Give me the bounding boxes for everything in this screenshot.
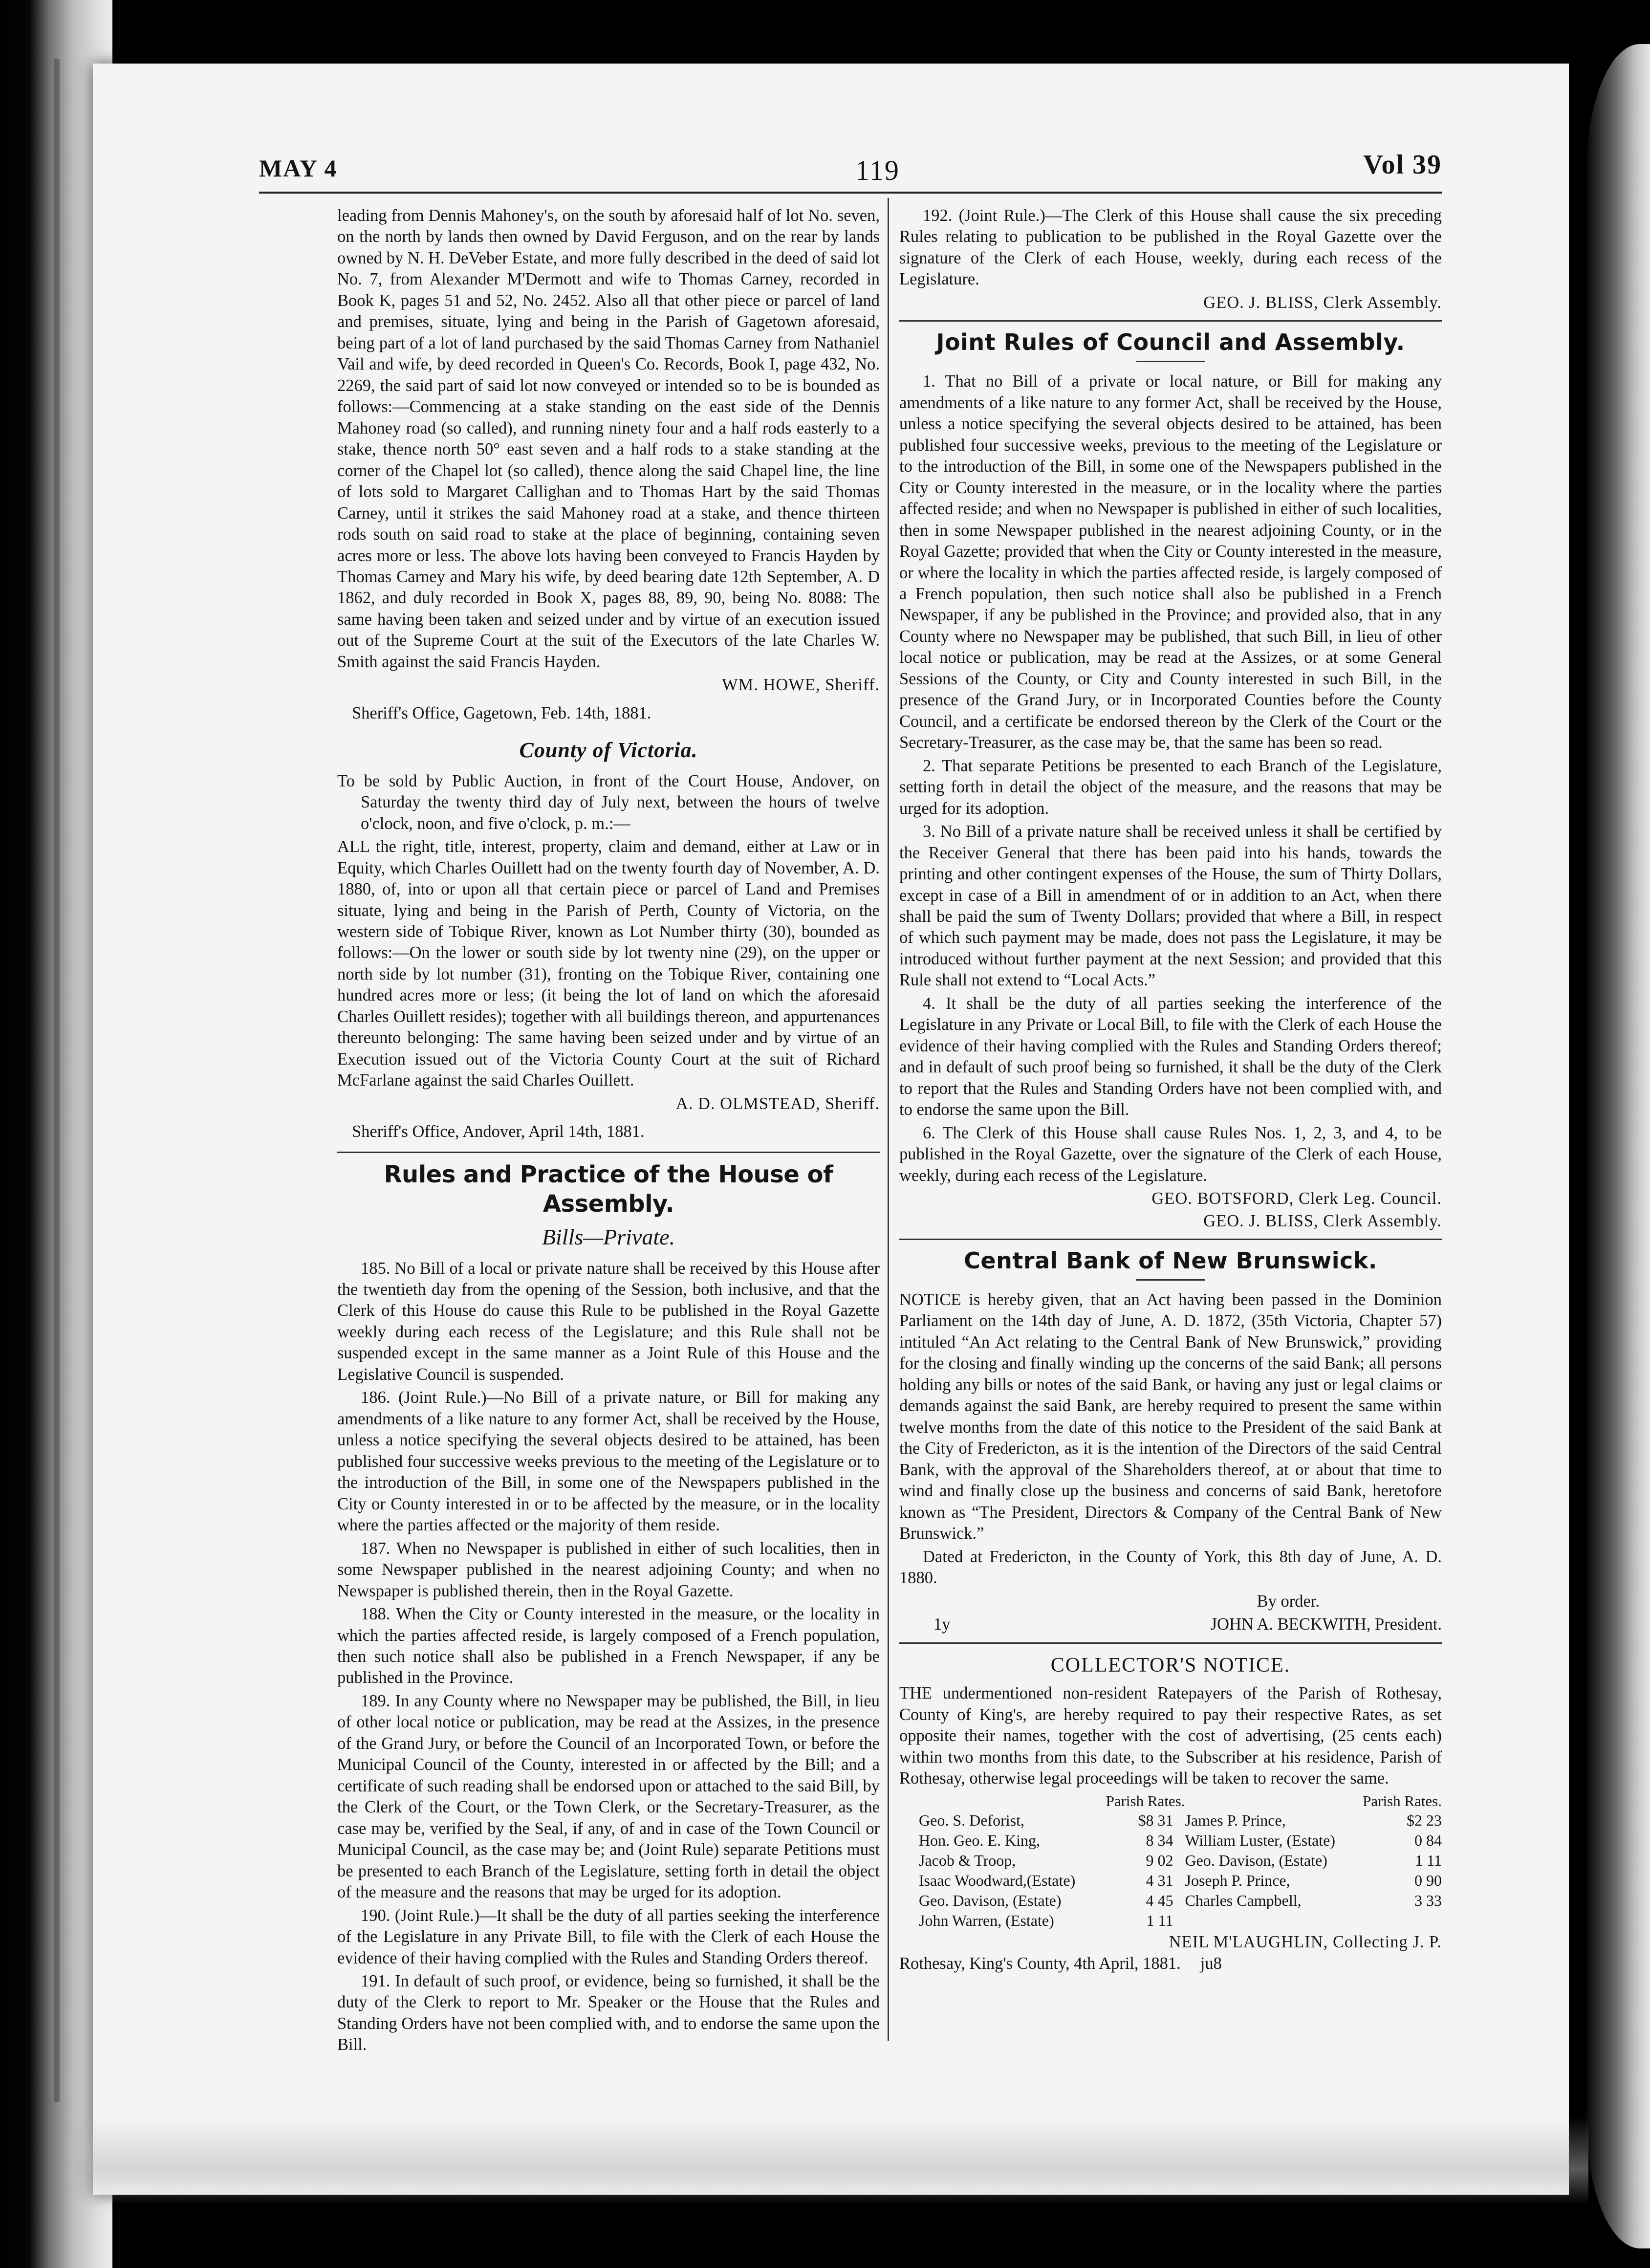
mclaughlin-signature: NEIL M'LAUGHLIN, Collecting J. P. [1169,1933,1442,1952]
joint-rule-6: 6. The Clerk of this House shall cause Rules Nos. 1, 2, 3, and 4, to be published in the Royal Gazette, over the signature of the Clerk of each House, weekly, during each recess of the Legislature. [899,1123,1442,1185]
joint-rules-top-rule [899,320,1442,322]
joint-rule-1: 1. That no Bill of a private or local nature, or Bill for making any amendments of a like nature to any former Act, shall be received by the House, unless a notice specifying the several objects desired to be attained, has been published four successive weeks, previous to the meeting of the Legislature or to the introduction of the Bill, in some one of the Newspapers published in the City or County interested in the measure, or in the locality where the parties affected reside; and when no Newspaper is published in either of such localities, then in some Newspaper published in the nearest adjoining County, or in the Royal Gazette; provided that when the City or County interested in the measure, or where the locality in which the parties affected reside, is largely composed of a French population, then such notice shall also be published in a French Newspaper, if any be published in the Province; and provided also, that in any County where no Newspaper may be published, that such Bill, in lieu of other local notice or publication, may be read at the Assizes, or at some General Sessions of the County, or City and County interested in such Bill, in the presence of the Grand Jury, or in Incorporated Counties before the County Council, and a certificate be endorsed thereon by the Clerk of the Court or the Secretary-Treasurer, as the case may be, that the same has been so read. [899,372,1442,752]
volume-label: Vol 39 [1363,150,1442,180]
beckwith-line [899,1614,1442,1635]
rate-name: Joseph P. Prince, [1185,1872,1290,1890]
table-row [899,1831,1442,1851]
rate-amount: 8 34 [1146,1832,1173,1850]
joint-rule-3: 3. No Bill of a private nature shall be received unless it shall be certified by the Receiver General that there has been paid into his hands, towards the printing and other contingent expenses of the House, the sum of Thirty Dollars, except in case of a Bill in amendment of or in addition to an Act, when there shall be paid the sum of Twenty Dollars; provided that where a Bill, in respect of which such payment may be made, does not pass the Legislature, it may be introduced without further payment at the next Session; and provided that this Rule shall not extend to “Local Acts.” [899,822,1442,990]
central-bank-body: NOTICE is hereby given, that an Act having been passed in the Dominion Parliament on the 14th day of June, A. D. 1872, (35th Victoria, Chapter 57) intituled “An Act relating to the Central Bank of New Brunswick,” providing for the closing and finally winding up the concerns of the said Bank; all persons holding any bills or notes of the said Bank, or having any just or legal claims or demands against the said Bank, are hereby required to present the same within twelve months from the date of this notice to the President of the said Bank at the City of Fredericton, as it is the intention of the Directors of the said Central Bank, with the approval of the Shareholders thereof, at or about that time to wind and finally close up the business and concerns of said Bank, heretofore known as “The President, Directors & Company of the Central Bank of New Brunswick.” [899,1290,1442,1543]
rules-top-rule [337,1152,880,1153]
table-row [899,1891,1442,1911]
left-column [337,205,880,2058]
page-header: MAY 4 119 Vol 39 [259,150,1442,186]
rate-name: Geo. S. Deforist, [919,1811,1024,1830]
rule-188: 188. When the City or County interested in the measure, or the locality in which the parties affected reside, is largely composed of a French population, then such notice shall also be published in a French Newspaper, if any be published in the Province. [337,1605,880,1687]
victoria-intro: To be sold by Public Auction, in front of the Court House, Andover, on Saturday the twenty third day of July next, between the hours of twelve o'clock, noon, and five o'clock, p. m.:— [337,771,880,833]
collector-top-rule [899,1642,1442,1644]
bank-marker: 1y [934,1615,951,1634]
rate-name: James P. Prince, [1185,1811,1286,1830]
rule-191: 191. In default of such proof, or evidence, being so furnished, it shall be the duty of the Clerk to report to Mr. Speaker or the House that the Rules and Standing Orders have not been complied with, and to endorse the same upon the Bill. [337,1972,880,2054]
collector-marker: ju8 [1200,1954,1222,1973]
beckwith-signature: JOHN A. BECKWITH, President. [1210,1615,1442,1634]
page-bottom-shadow [73,2116,1588,2204]
header-rule [259,192,1442,194]
by-order: By order. [1257,1592,1320,1611]
rates-header-row [899,1791,1442,1811]
rule-185: 185. No Bill of a local or private nature shall be received by this House after the twentieth day from the opening of the Session, both inclusive, and that the Clerk of this House do cause this Rule to be published in the Royal Gazette weekly during each recess of the Legislature; and this Rule shall not be suspended except in the same manner as a Joint Rule of this House and the Legislative Council is suspended. [337,1259,880,1384]
olmstead-signature: A. D. OLMSTEAD, Sheriff. [675,1094,880,1113]
collector-dateline: Rothesay, King's County, 4th April, 1881. [899,1954,1181,1973]
central-bank-short-rule [1136,1279,1205,1281]
rate-name: Geo. Davison, (Estate) [919,1892,1062,1910]
rule-186: 186. (Joint Rule.)—No Bill of a private nature, or Bill for making any amendments of a like nature to any former Act, shall be received by the House, unless a notice specifying the several objects desired to be attained, has been published four successive weeks previous to the meeting of the Legislature or to the introduction of the Bill, in some one of the Newspapers published in the City or County interested in or to be affected by the measure, or in the locality where the parties affected or the majority of them reside. [337,1388,880,1535]
page-curl-right [1586,44,1650,2248]
bank-top-rule [899,1239,1442,1240]
rule-187: 187. When no Newspaper is published in either of such localities, then in some Newspaper published in the nearest adjoining County; and when no Newspaper is published therein, then in the Royal Gazette. [337,1539,880,1600]
rate-amount: 4 31 [1146,1872,1173,1890]
rate-name: Isaac Woodward,(Estate) [919,1872,1076,1890]
collector-dateline-line [899,1953,1442,1974]
rates-header-right: Parish Rates. [1363,1792,1442,1810]
rate-name: Jacob & Troop, [919,1852,1016,1870]
rate-amount: 1 11 [1146,1912,1173,1930]
rule-192: 192. (Joint Rule.)—The Clerk of this House shall cause the six preceding Rules relating to publication to be published in the Royal Gazette over the signature of the Clerk of each House, weekly, during each recess of the Legislature. [899,206,1442,289]
rates-header-left: Parish Rates. [1106,1792,1185,1810]
rates-table [899,1791,1442,1931]
rate-name: Geo. Davison, (Estate) [1185,1852,1327,1870]
joint-rules-short-rule [1136,361,1205,362]
rate-amount: 3 33 [1414,1892,1442,1910]
rate-amount: 0 90 [1414,1872,1442,1890]
table-row [899,1871,1442,1891]
rate-name: Charles Campbell, [1185,1892,1302,1910]
rules-subheading: Bills—Private. [542,1224,675,1249]
collector-heading: COLLECTOR'S NOTICE. [1050,1654,1291,1677]
rate-amount: 1 11 [1415,1852,1442,1870]
botsford-signature: GEO. BOTSFORD, Clerk Leg. Council. [1151,1189,1442,1208]
andover-dateline: Sheriff's Office, Andover, April 14th, 1881. [352,1122,645,1141]
rate-name: Hon. Geo. E. King, [919,1832,1040,1850]
rules-heading: Rules and Practice of the House of Assembly. [384,1160,833,1218]
rate-name: William Luster, (Estate) [1185,1832,1336,1850]
table-row [899,1911,1442,1931]
rate-amount: 0 84 [1414,1832,1442,1850]
central-bank-heading: Central Bank of New Brunswick. [964,1247,1377,1274]
right-column [899,205,1442,1974]
header-date: MAY 4 [259,154,338,182]
rate-amount: 4 45 [1146,1892,1173,1910]
rule-190: 190. (Joint Rule.)—It shall be the duty of all parties seeking the interference of the Legislature in any Private Bill, to file with the Clerk of each House the evidence of their having complied with the Rules and Standing Orders thereof. [337,1906,880,1967]
table-row [899,1810,1442,1831]
gagetown-notice-text: leading from Dennis Mahoney's, on the south by aforesaid half of lot No. seven, on the north by lands then owned by David Ferguson, and on the rear by lands owned by N. H. DeVeber Estate, and more fully described in the deed of said lot No. 7, from Alexander M'Dermott and wife to Thomas Carney, recorded in Book K, pages 51 and 52, No. 2452. Also all that other piece or parcel of land and premises, situate, lying and being in the Parish of Gagetown aforesaid, being part of a lot of land purchased by the said Thomas Carney from Nathaniel Vail and wife, by deed recorded in Queen's Co. Records, Book I, page 432, No. 2269, the said part of said lot now conveyed or intended so to be is bounded as follows:—Commencing at a stake standing on the east side of the Dennis Mahoney road (so called), and running ninety four and a half rods easterly to a stake, thence north 50° east seven and a half rods to a stake standing at the corner of the Chapel lot (so called), thence along the said Chapel line, the line of lots sold to Margaret Callighan and to Thomas Hart by the said Thomas Carney, until it strikes the said Mahoney road at a stake, and thence thirteen rods south on said road to stake at the place of beginning, containing seven acres more or less. The above lots having been conveyed to Francis Hayden by Thomas Carney and Mary his wife, by deed bearing date 12th September, A. D 1862, and duly recorded in Book X, pages 88, 89, 90, being No. 8088: The same having been taken and seized under and by virtue of an execution issued out of the Supreme Court at the suit of the Executors of the late Charles W. Smith against the said Francis Hayden. [337,206,880,671]
table-row [899,1851,1442,1871]
collector-body: THE undermentioned non-resident Ratepayers of the Parish of Rothesay, County of King's, are hereby required to pay their respective Rates, as set opposite their names, together with the cost of advertising, (25 cents each) within two months from this date, to the Subscriber at his residence, Parish of Rothesay, otherwise legal proceedings will be taken to recover the same. [899,1684,1442,1788]
joint-rule-2: 2. That separate Petitions be presented to each Branch of the Legislature, setting forth in detail the object of the measure, and the reasons that may be urged for its adoption. [899,756,1442,818]
bliss-signature-top: GEO. J. BLISS, Clerk Assembly. [1203,293,1442,312]
rate-amount: $8 31 [1138,1811,1173,1830]
gagetown-dateline: Sheriff's Office, Gagetown, Feb. 14th, 1881. [352,703,651,722]
joint-rules-heading: Joint Rules of Council and Assembly. [936,329,1405,356]
victoria-heading: County of Victoria. [519,738,698,763]
rule-189: 189. In any County where no Newspaper may be published, the Bill, in lieu of other local notice or publication, may be read at the Assizes, in the presence of the Grand Jury, or before the Council of an Incorporated Town, or before the Municipal Council of the County, interested in or affected by the Bill; and a certificate of such reading shall be endorsed upon or attached to the said Bill, by the Clerk of the Court, or the Town Clerk, or the Secretary-Treasurer, as the case may be, verified by the Seal, if any, of and in case of the Town Council or Municipal Council, as the case may be; and (Joint Rule) separate Petitions must be presented to each Branch of the Legislature, setting forth in detail the object of the measure and the reasons that may be urged for its adoption. [337,1691,880,1902]
column-divider [888,198,889,2041]
joint-rule-4: 4. It shall be the duty of all parties seeking the interference of the Legislature in any Private or Local Bill, to file with the Clerk of each House the evidence of their having complied with the Rules and Standing Orders thereof; and in default of such proof being so furnished, it shall be the duty of the Clerk to report that the Rules and Standing Orders have not been complied with, and to endorse the same upon the Bill. [899,994,1442,1119]
rate-amount: $2 23 [1407,1811,1442,1830]
rate-amount: 9 02 [1146,1852,1173,1870]
howe-signature: WM. HOWE, Sheriff. [721,676,880,695]
rate-name: John Warren, (Estate) [919,1912,1054,1930]
victoria-body: ALL the right, title, interest, property, claim and demand, either at Law or in Equity, which Charles Ouillett had on the twenty fourth day of November, A. D. 1880, of, into or upon all that certain piece or parcel of Land and Premises situate, lying and being in the Parish of Perth, County of Victoria, on the western side of Tobique River, known as Lot Number thirty (30), bounded as follows:—On the lower or south side by lot twenty nine (29), on the upper or north side by lot number (31), fronting on the Tobique River, containing one hundred acres more or less; (it being the lot of land on which the aforesaid Charles Ouillett resides); together with all buildings thereon, and appurtenances thereunto belonging: The same having been seized under and by virtue of an Execution issued out of the Victoria County Court at the suit of Richard McFarlane against the said Charles Ouillett. [337,837,880,1090]
bliss-signature: GEO. J. BLISS, Clerk Assembly. [1203,1211,1442,1230]
central-bank-dateline: Dated at Fredericton, in the County of York, this 8th day of June, A. D. 1880. [899,1547,1442,1588]
